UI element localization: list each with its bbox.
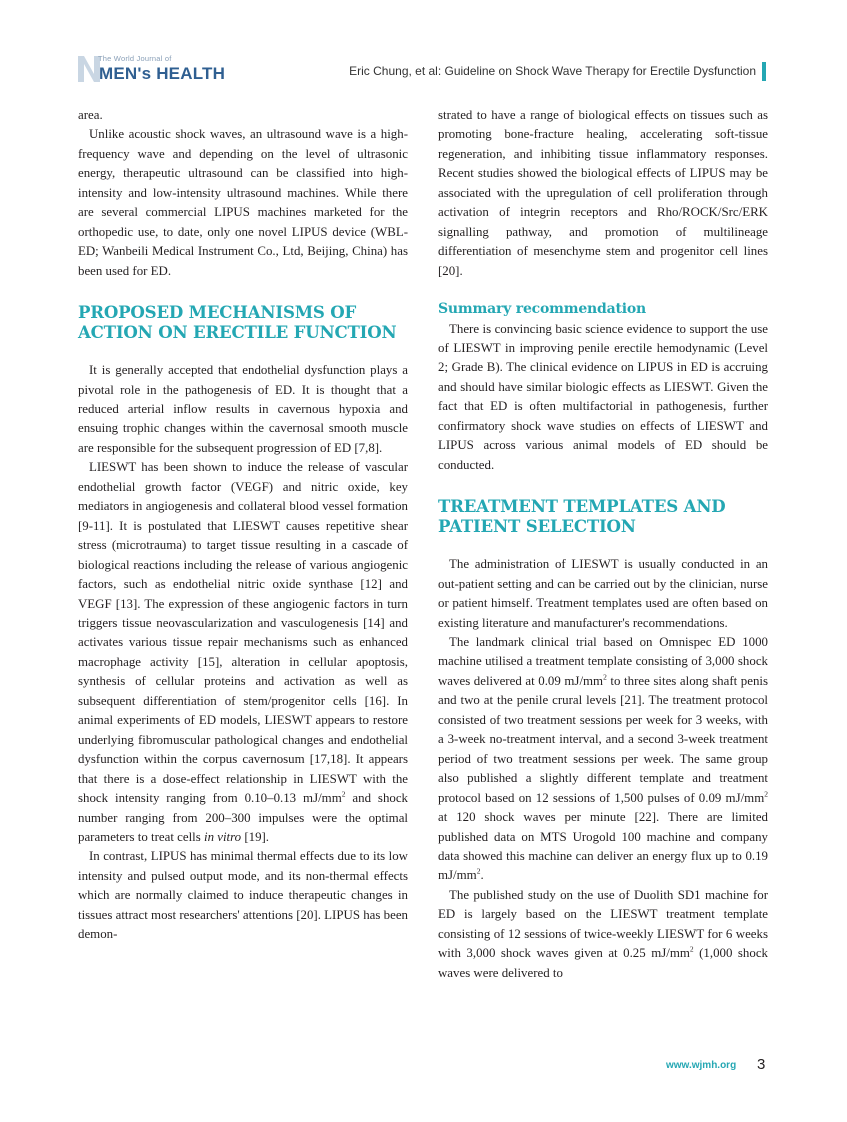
heading-line: ACTION ON ERECTILE FUNCTION: [78, 321, 397, 342]
heading-line: PATIENT SELECTION: [438, 515, 636, 536]
section-heading-treatment: [438, 497, 768, 536]
paragraph: The landmark clinical trial based on Omnispec ED 1000 machine utilised a treatment template consisting of 3,000 shock waves delivered at 0.09 $mJ/mm^2$ to three sites along shaft penis and two at the penile crural levels [21]. The treatment protocol consisted of two treatment sessions per week for 3 weeks, with a 3-week no-treatment interval, and a second 3-week treatment period of two treatment sessions per week. The same group also published a slightly different template and treatment protocol based on 12 sessions of 1,500 pulses of 0.09 $mJ/mm^2$ at 120 shock waves per minute [22]. There are limited published data on MTS Urogold 100 machine and company data showed this machine can deliver an energy flux up to 0.19 $mJ/mm^2$.: [438, 634, 768, 883]
subheading-summary: Summary recommendation: [438, 301, 646, 318]
paragraph: There is convincing basic science evidence to support the use of LIESWT in improving penile erectile hemodynamic (Level 2; Grade B). The clinical evidence on LIPUS in ED is accruing and should have similar biologic effects as LIESWT. Given the fact that ED is often multifactorial in pathogenesis, further confirmatory shock wave studies on effects of LIESWT and LIPUS across various animal models of ED should be conducted.: [438, 321, 768, 472]
paragraph: It is generally accepted that endothelial dysfunction plays a pivotal role in the pathogenesis of ED. It is thought that a reduced arterial inflow results in cavernous hypoxia and ensuing trophic changes within the cavernosal smooth muscle are responsible for the subsequent progression of ED [7,8].: [78, 363, 408, 455]
paragraph: In contrast, LIPUS has minimal thermal effects due to its low intensity and pulsed output mode, and its non-thermal effects which are normally claimed to induce therapeutic changes in tissues attract most researchers' attentions [20]. LIPUS has been demon-: [78, 849, 408, 942]
paragraph: The published study on the use of Duolith SD1 machine for ED is largely based on the LIESWT treatment template consisting of 12 sessions of twice-weekly LIESWT for 6 weeks with 3,000 shock waves given at 0.25 $mJ/mm^2$ (1,000 shock waves were delivered to: [438, 887, 768, 980]
journal-logo: [78, 50, 248, 86]
paragraph: strated to have a range of biological effects on tissues such as promoting bone-fracture healing, accelerating soft-tissue regeneration, and inhibiting tissue inflammatory responses. Recent studies showed the biological effects of LIPUS may be associated with the upregulation of cell proliferation through activation of integrin receptors and Rho/ROCK/Src/ERK signalling pathway, and promotion of multilineage differentiation of mesenchyme stem and progenitor cell lines [20].: [438, 108, 768, 278]
journal-name-small: The World Journal of: [98, 54, 172, 63]
paragraph: The administration of LIESWT is usually conducted in an out-patient setting and can be carried out by the clinician, nurse or patient himself. Treatment templates used are often based on existing literature and manufacturer's recommendations.: [438, 557, 768, 630]
section-heading-mechanisms: [78, 303, 408, 342]
paragraph: LIESWT has been shown to induce the release of vascular endothelial growth factor (VEGF) and nitric oxide, key mediators in angiogenesis and collateral blood vessel formation [9-11]. It is postulated that LIESWT causes repetitive shear stress (microtrauma) to target tissue resulting in a cascade of biological reactions including the release of various angiogenic factors, such as endothelial nitric oxide synthase [12] and VEGF [13]. The expression of these angiogenic factors in turn triggers tissue neovascularization and vasculogenesis [14] and activates various tissue repair mechanisms such as enhanced macrophage activity [15], alteration in cellular apoptosis, synthesis of cellular proteins and activation as well as subsequent differentiation of stem/progenitor cells [16]. In animal experiments of ED models, LIESWT appears to restore underlying fibromuscular pathological changes and endothelial dysfunction within the corpus cavernosum [17,18]. It appears that there is a dose-effect relationship in LIESWT with the shock intensity ranging from 0.10–0.13 $mJ/mm^2$ and shock number ranging from 200–300 impulses were the optimal parameters to treat cells in vitro [19].: [78, 460, 408, 844]
heading-line: PROPOSED MECHANISMS OF: [78, 302, 357, 323]
header-accent-bar: [762, 62, 766, 81]
paragraph: area.: [78, 108, 103, 122]
page-number: 3: [757, 1056, 766, 1073]
right-column: [438, 106, 768, 983]
journal-logo-icon: [78, 52, 100, 82]
heading-line: TREATMENT TEMPLATES AND: [438, 496, 726, 517]
left-column: [78, 106, 408, 945]
running-head: Eric Chung, et al: Guideline on Shock Wave Therapy for Erectile Dysfunction: [349, 64, 756, 78]
paragraph: Unlike acoustic shock waves, an ultrasound wave is a high-frequency wave and depending on the level of ultrasonic energy, therapeutic ultrasound can be classified into high-intensity and low-intensity ultrasound machines. While there are several commercial LIPUS machines marketed for the orthopedic use, to date, only one novel LIPUS device (WBL-ED; Wanbeili Medical Instrument Co., Ltd, Beijing, China) has been used for ED.: [78, 127, 408, 278]
journal-name-big: MEN's HEALTH: [99, 64, 226, 83]
journal-url-link[interactable]: www.wjmh.org: [666, 1060, 737, 1071]
